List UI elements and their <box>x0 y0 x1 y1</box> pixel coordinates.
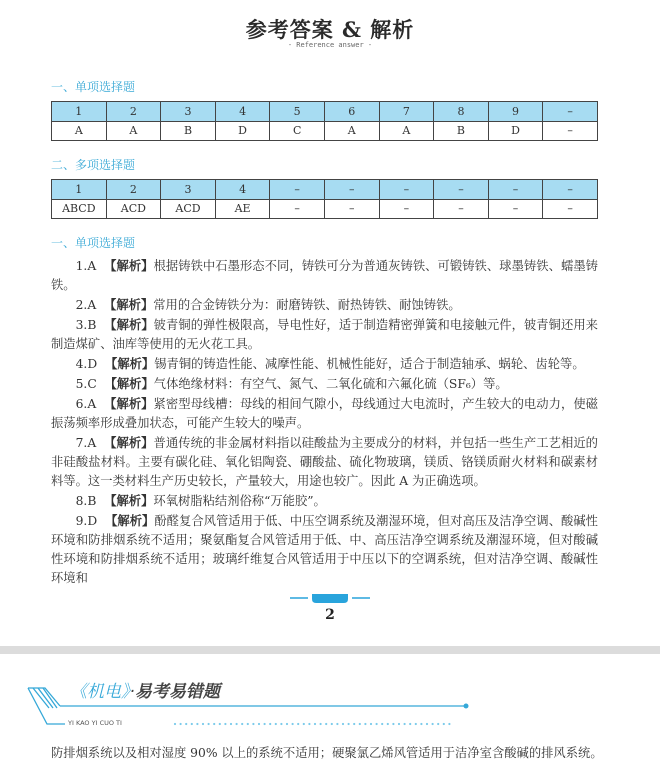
answer-cell: – <box>434 199 489 219</box>
item-number: 9.D <box>75 514 98 528</box>
section-heading-analysis: 一、单项选择题 <box>51 236 136 250</box>
dot-mark <box>359 723 361 725</box>
item-text: 环氧树脂粘结剂俗称“万能胶”。 <box>153 494 326 508</box>
question-number-cell: – <box>543 180 598 200</box>
chapter-name: 易考易错题 <box>134 682 220 702</box>
dot-mark <box>208 723 210 725</box>
dot-mark <box>342 723 344 725</box>
page-number: 2 <box>325 607 335 623</box>
dot-mark <box>325 723 327 725</box>
dot-mark <box>236 723 238 725</box>
dot-mark <box>180 723 182 725</box>
dot-mark <box>353 723 355 725</box>
answer-cell: B <box>434 121 489 141</box>
answer-cell: – <box>488 199 543 219</box>
answer-cell: A <box>52 121 107 141</box>
answer-cell: A <box>324 121 379 141</box>
dot-mark <box>269 723 271 725</box>
item-number: 7.A <box>75 436 97 450</box>
dot-mark <box>264 723 266 725</box>
item-number: 6.A <box>75 397 97 411</box>
answer-cell: D <box>215 121 270 141</box>
item-number: 2.A <box>75 298 97 312</box>
question-number-cell: – <box>488 180 543 200</box>
item-number: 3.B <box>75 318 97 332</box>
dot-mark <box>415 723 417 725</box>
item-text: 锡青铜的铸造性能、减摩性能、机械性能好，适合于制造轴承、蜗轮、齿轮等。 <box>154 357 585 371</box>
question-number-cell: 1 <box>52 180 107 200</box>
continued-text: 防排烟系统以及相对湿度 90% 以上的系统不适用；硬聚氯乙烯风管适用于洁净室含酸碱的排风系统。 <box>51 746 603 760</box>
item-text: 紧密型母线槽：母线的相间气隙小，母线通过大电流时，产生较大的电动力，使磁振荡频率形成叠加状态，可能产生较大的噪声。 <box>51 397 598 430</box>
answer-cell: – <box>543 121 598 141</box>
dot-mark <box>314 723 316 725</box>
analysis-item <box>51 354 598 374</box>
answer-cell: A <box>379 121 434 141</box>
analysis-item <box>51 433 598 491</box>
dot-mark <box>336 723 338 725</box>
analysis-label: 【解析】 <box>104 317 154 332</box>
answer-cell: B <box>161 121 216 141</box>
dot-mark <box>437 723 439 725</box>
answer-cell: D <box>488 121 543 141</box>
dot-mark <box>219 723 221 725</box>
answer-table-single <box>51 101 598 141</box>
dot-mark <box>420 723 422 725</box>
dot-mark <box>392 723 394 725</box>
dot-mark <box>432 723 434 725</box>
dot-mark <box>320 723 322 725</box>
question-number-cell: 8 <box>434 102 489 122</box>
question-number-cell: – <box>324 180 379 200</box>
analysis-label: 【解析】 <box>104 493 154 508</box>
dot-mark <box>230 723 232 725</box>
answer-cell: – <box>379 199 434 219</box>
dot-mark <box>247 723 249 725</box>
analysis-label: 【解析】 <box>104 435 154 450</box>
dot-mark <box>404 723 406 725</box>
question-number-cell: – <box>270 180 325 200</box>
dot-mark <box>297 723 299 725</box>
item-text: 酚醛复合风管适用于低、中压空调系统及潮湿环境，但对高压及洁净空调、酸碱性环境和防排烟系统不适用；聚氨酯复合风管适用于低、中、高压洁净空调系统及潮湿环境，但对酸碱性环境和防排烟系统不适用；玻璃纤维复合风管适用于中压以下的空调系统，但对洁净空调、酸碱性环境和 <box>51 514 598 585</box>
dot-mark <box>331 723 333 725</box>
dot-mark <box>348 723 350 725</box>
dot-mark <box>308 723 310 725</box>
dot-mark <box>224 723 226 725</box>
analysis-label: 【解析】 <box>104 396 154 411</box>
item-text: 普通传统的非金属材料指以硅酸盐为主要成分的材料，并包括一些生产工艺相近的非硅酸盐材料。主要有碳化硅、氧化铝陶瓷、硼酸盐、硫化物玻璃，镁质、铬镁质耐火材料和碳素材料等。这一类材料生产历史较长，产量较大，用途也较广。因此 A 为正确选项。 <box>51 436 598 488</box>
analysis-label: 【解析】 <box>104 297 154 312</box>
analysis-item <box>51 394 598 433</box>
item-number: 8.B <box>75 494 97 508</box>
question-number-cell: – <box>434 180 489 200</box>
answer-cell: – <box>270 199 325 219</box>
dot-mark <box>185 723 187 725</box>
dot-mark <box>376 723 378 725</box>
analysis-item <box>51 295 598 315</box>
item-text: 气体绝缘材料：有空气、氮气、二氧化硫和六氟化硫（SF₆）等。 <box>153 377 508 391</box>
answer-cell: AE <box>215 199 270 219</box>
dot-mark <box>213 723 215 725</box>
answer-table-multiple <box>51 179 598 219</box>
question-number-cell: 2 <box>106 102 161 122</box>
analysis-label: 【解析】 <box>104 258 154 273</box>
analysis-item <box>51 315 598 354</box>
analysis-item <box>51 511 598 588</box>
separator-dot: · <box>129 682 135 702</box>
section-heading-single: 一、单项选择题 <box>51 80 136 94</box>
analysis-label: 【解析】 <box>104 376 154 391</box>
analysis-list <box>51 256 598 588</box>
dot-mark <box>448 723 450 725</box>
item-text: 常用的合金铸铁分为：耐磨铸铁、耐热铸铁、耐蚀铸铁。 <box>153 298 461 312</box>
question-number-cell: 4 <box>215 102 270 122</box>
item-number: 4.D <box>75 357 98 371</box>
book-name: 《机电》 <box>70 682 130 702</box>
analysis-item <box>51 491 598 511</box>
question-number-cell: 7 <box>379 102 434 122</box>
answer-cell: ABCD <box>52 199 107 219</box>
item-text: 铍青铜的弹性极限高，导电性好，适于制造精密弹簧和电接触元件，铍青铜还用来制造煤矿、油库等使用的无火花工具。 <box>51 318 598 351</box>
answer-cell: – <box>543 199 598 219</box>
dot-mark <box>174 723 176 725</box>
dot-mark <box>280 723 282 725</box>
dot-mark <box>241 723 243 725</box>
question-number-cell: 5 <box>270 102 325 122</box>
analysis-label: 【解析】 <box>105 513 155 528</box>
dot-mark <box>258 723 260 725</box>
dot-mark <box>292 723 294 725</box>
page-subtitle: - Reference answer - <box>287 41 373 49</box>
page-title: 参考答案 & 解析 <box>245 17 415 42</box>
analysis-item <box>51 256 598 295</box>
answer-cell: ACD <box>161 199 216 219</box>
answer-cell: A <box>106 121 161 141</box>
chapter-banner <box>0 678 660 744</box>
page-number-block <box>0 594 660 624</box>
question-number-cell: 6 <box>324 102 379 122</box>
dot-mark <box>426 723 428 725</box>
section-heading-multiple: 二、多项选择题 <box>51 158 136 172</box>
dot-mark <box>443 723 445 725</box>
dot-mark <box>191 723 193 725</box>
analysis-label: 【解析】 <box>105 356 155 371</box>
dot-mark <box>387 723 389 725</box>
answer-cell: ACD <box>106 199 161 219</box>
item-number: 1.A <box>75 259 97 273</box>
page-separator <box>0 646 660 654</box>
dot-mark <box>252 723 254 725</box>
dot-mark <box>202 723 204 725</box>
dot-mark <box>286 723 288 725</box>
question-number-cell: 4 <box>215 180 270 200</box>
page-number-decoration-icon <box>290 594 370 604</box>
question-number-cell: 3 <box>161 180 216 200</box>
item-number: 5.C <box>75 377 97 391</box>
question-number-cell: – <box>543 102 598 122</box>
question-number-cell: 9 <box>488 102 543 122</box>
item-text: 根据铸铁中石墨形态不同，铸铁可分为普通灰铸铁、可锻铸铁、球墨铸铁、蠕墨铸铁。 <box>51 259 598 292</box>
dot-mark <box>398 723 400 725</box>
dot-mark <box>196 723 198 725</box>
dot-mark <box>364 723 366 725</box>
question-number-cell: – <box>379 180 434 200</box>
page-flow <box>0 256 660 763</box>
answer-cell: C <box>270 121 325 141</box>
dot-mark <box>370 723 372 725</box>
chapter-title <box>70 682 220 702</box>
analysis-item <box>51 374 598 394</box>
question-number-cell: 1 <box>52 102 107 122</box>
question-number-cell: 2 <box>106 180 161 200</box>
dot-mark <box>275 723 277 725</box>
chapter-pinyin: YI KAO YI CUO TI <box>68 719 122 727</box>
dot-mark <box>303 723 305 725</box>
dot-mark <box>409 723 411 725</box>
dot-mark <box>381 723 383 725</box>
question-number-cell: 3 <box>161 102 216 122</box>
answer-cell: – <box>324 199 379 219</box>
